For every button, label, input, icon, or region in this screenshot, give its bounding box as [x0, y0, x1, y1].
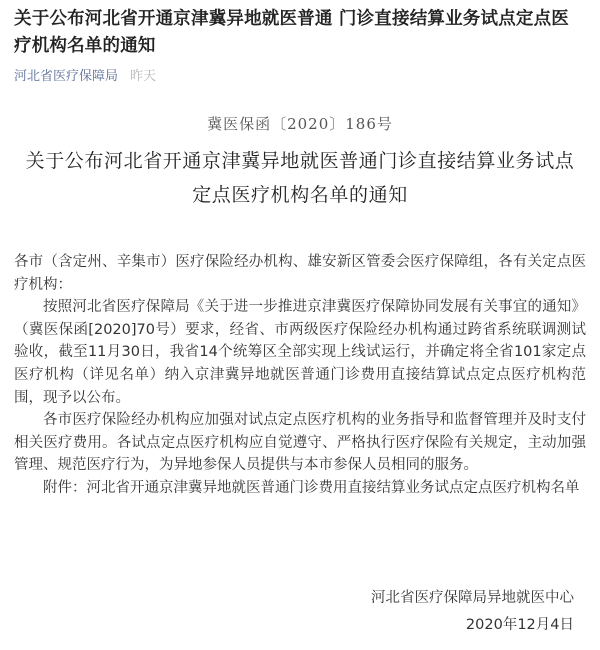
publish-time: 昨天	[130, 69, 157, 84]
signature-org: 河北省医疗保障局异地就医中心	[371, 590, 574, 606]
document-body	[14, 251, 586, 500]
article-title: 关于公布河北省开通京津冀异地就医普通 门诊直接结算业务试点定点医疗机构名单的通知	[14, 9, 569, 56]
document-title: 关于公布河北省开通京津冀异地就医普通门诊直接结算业务试点定点医疗机构名单的通知	[25, 150, 575, 206]
article-meta	[14, 68, 586, 86]
attachment-note: 附件：河北省开通京津冀异地就医普通门诊费用直接结算业务试点定点医疗机构名单	[43, 479, 580, 496]
signature-block	[371, 585, 574, 639]
body-paragraph: 各市医疗保险经办机构应加强对试点定点医疗机构的业务指导和监督管理并及时支付相关医疗费用。各试点定点医疗机构应自觉遵守、严格执行医疗保险有关规定，主动加强管理、规范医疗行为，为异地参保人员提供与本市参保人员相同的服务。	[14, 412, 586, 474]
salutation: 各市（含定州、辛集市）医疗保险经办机构、雄安新区管委会医疗保障组，各有关定点医疗机构：	[14, 254, 586, 293]
account-name-link[interactable]: 河北省医疗保障局	[14, 69, 119, 84]
document-number: 冀医保函〔2020〕186号	[207, 115, 393, 133]
signature-date: 2020年12月4日	[465, 617, 574, 633]
body-paragraph: 按照河北省医疗保障局《关于进一步推进京津冀医疗保障协同发展有关事宜的通知》（冀医保函[2020]70号）要求，经省、市两级医疗保险经办机构通过跨省系统联调测试验收，截至11月30日，我省14个统筹区全部实现上线试运行，并确定将全省101家定点医疗机构（详见名单）纳入京津冀异地就医普通门诊费用直接结算试点定点医疗机构范围，现予以公布。	[14, 299, 586, 406]
